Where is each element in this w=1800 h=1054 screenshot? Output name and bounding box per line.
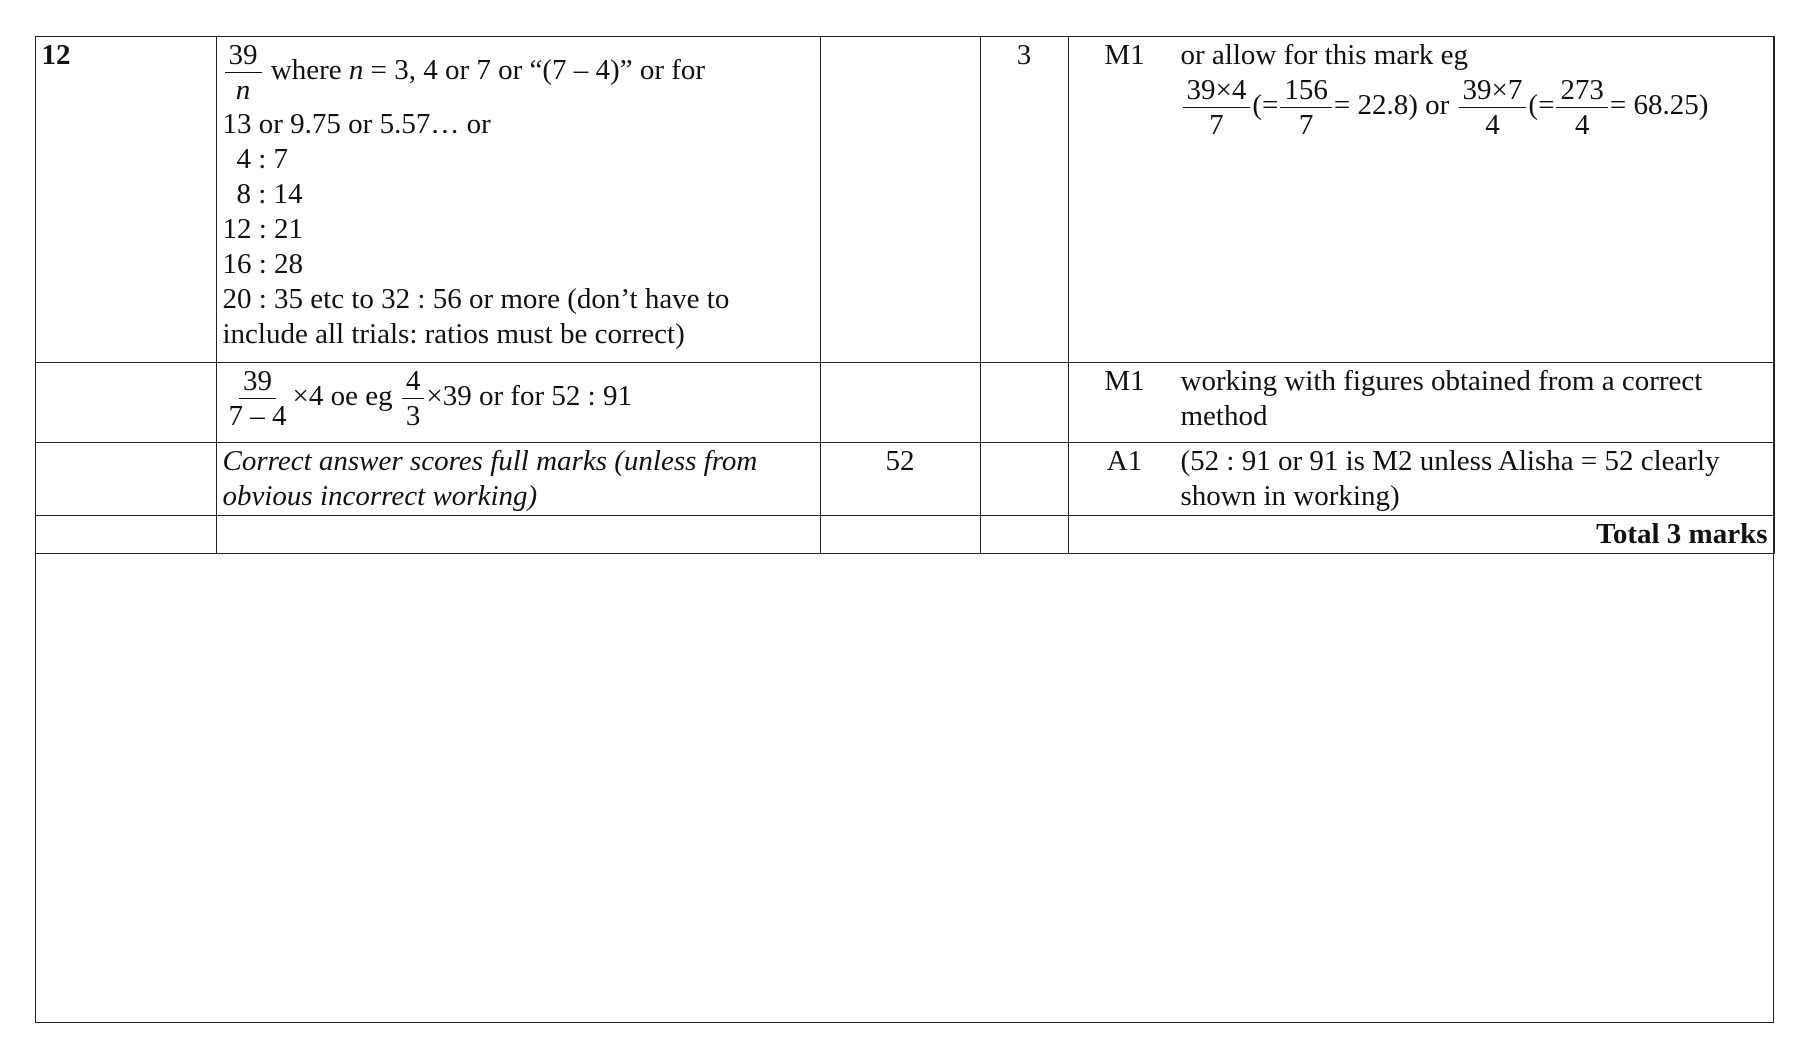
table-row bbox=[35, 36, 1774, 362]
guidance-text: or allow for this mark eg bbox=[1180, 38, 1469, 71]
answer-cell bbox=[820, 36, 980, 362]
working-cell: Correct answer scores full marks (unless from obvious incorrect working) bbox=[216, 442, 820, 515]
answer-cell: 52 bbox=[820, 442, 980, 515]
guidance-cell bbox=[1068, 442, 1774, 515]
total-marks: Total 3 marks bbox=[1068, 515, 1774, 553]
guidance-cell bbox=[1068, 36, 1774, 362]
fraction: $\frac{39}{n}$ bbox=[225, 38, 262, 107]
working-line: $\frac{39}{n}$ where n = 3, 4 or 7 or “(7 – 4)” or for bbox=[223, 38, 814, 107]
fraction: $\frac{273}{4}$ bbox=[1556, 73, 1608, 142]
fraction: $\frac{4}{3}$ bbox=[402, 364, 425, 433]
table-row bbox=[35, 515, 1774, 553]
working-cell bbox=[216, 36, 820, 362]
guidance-cell bbox=[1068, 362, 1774, 442]
mark-scheme-page bbox=[35, 36, 1774, 1023]
ratio-line: 12 : 21 bbox=[222, 212, 304, 245]
fraction: $\frac{39}{7 - 4}$ bbox=[228, 364, 287, 432]
mark-code: A1 bbox=[1106, 444, 1143, 477]
fraction: $\frac{156}{7}$ bbox=[1280, 73, 1332, 142]
table-row bbox=[35, 442, 1774, 515]
question-number: 12 bbox=[35, 36, 216, 362]
question-number bbox=[35, 442, 216, 515]
ratio-line: 8 : 14 bbox=[236, 177, 303, 210]
working-line: 13 or 9.75 or 5.57… or bbox=[222, 107, 491, 140]
ratio-line: 16 : 28 bbox=[222, 247, 304, 280]
guidance-text: working with figures obtained from a correct method bbox=[1180, 364, 1703, 432]
marks-total bbox=[980, 362, 1068, 442]
mark-code: M1 bbox=[1104, 38, 1145, 71]
answer-cell bbox=[820, 362, 980, 442]
marks-total bbox=[980, 442, 1068, 515]
mark-code: M1 bbox=[1104, 364, 1145, 397]
working-line: 20 : 35 etc to 32 : 56 or more (don’t have to include all trials: ratios must be correct) bbox=[222, 282, 730, 350]
fraction: $\frac{39\times 4}{7}$ bbox=[1183, 73, 1251, 142]
working-cell: $\frac{39}{7 - 4}$ ×4 oe eg $\frac{4}{3}$ ×39 or for 52 : 91 bbox=[216, 362, 820, 442]
guidance-example: $\frac{39\times 4}{7}$ (= $\frac{156}{7}$ = 22.8) or $\frac{39\times 7}{4}$ (= $\frac{273}{4}$ = 68.25) bbox=[1181, 73, 1768, 142]
fraction: $\frac{39\times 7}{4}$ bbox=[1459, 73, 1527, 142]
mark-scheme-table bbox=[35, 36, 1775, 554]
marks-total: 3 bbox=[980, 36, 1068, 362]
question-number bbox=[35, 362, 216, 442]
guidance-text: (52 : 91 or 91 is M2 unless Alisha = 52 clearly shown in working) bbox=[1180, 444, 1720, 512]
table-row bbox=[35, 362, 1774, 442]
ratio-line: 4 : 7 bbox=[236, 142, 289, 175]
